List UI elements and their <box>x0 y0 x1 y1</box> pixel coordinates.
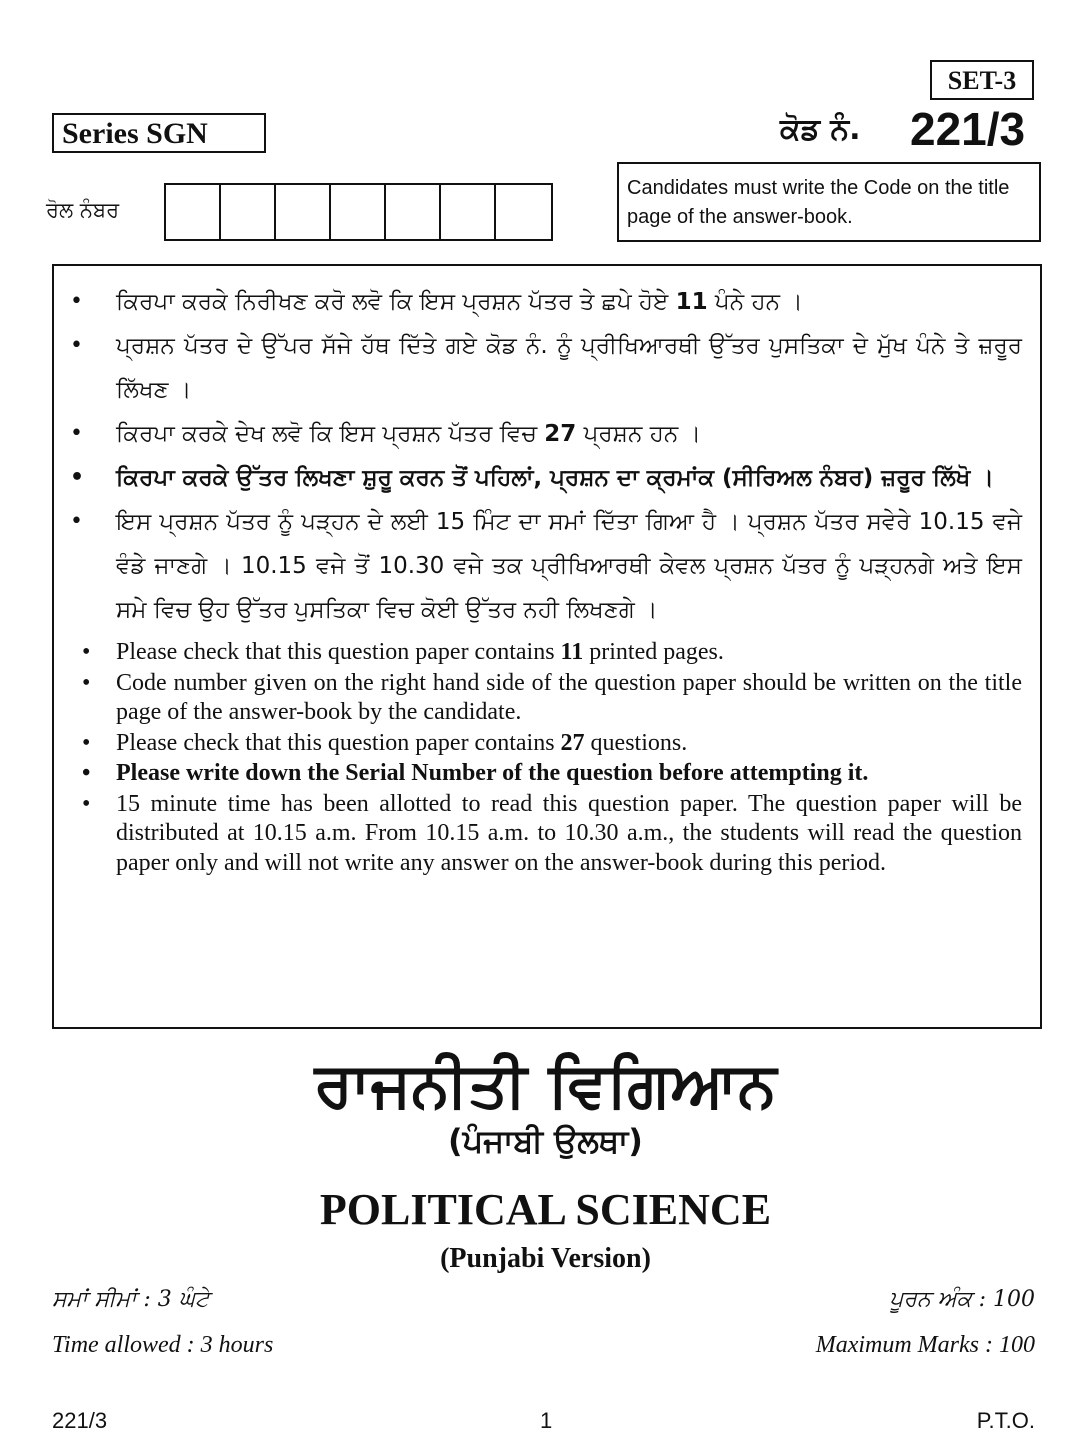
instruction-item: • ਕਿਰਪਾ ਕਰਕੇ ਉੱਤਰ ਲਿਖਣਾ ਸ਼ੁਰੂ ਕਰਨ ਤੋਂ ਪਹਿਲਾਂ, ਪ੍ਰਸ਼ਨ ਦਾ ਕ੍ਰਮਾਂਕ (ਸੀਰਿਅਲ ਨੰਬਰ) ਜ਼ਰੂਰ ਲਿੱਖੋ । <box>54 456 1022 500</box>
pto-label: P.T.O. <box>976 1408 1035 1433</box>
roll-number-cell <box>386 185 441 239</box>
version-punjabi: (ਪੰਜਾਬੀ ਉਲਥਾ) <box>448 1122 643 1160</box>
instruction-item: • Please write down the Serial Number of the question before attempting it. <box>54 759 1022 789</box>
footer-code: 221/3 <box>52 1408 108 1433</box>
instruction-item: • ਪ੍ਰਸ਼ਨ ਪੱਤਰ ਦੇ ਉੱਪਰ ਸੱਜੇ ਹੱਥ ਦਿੱਤੇ ਗਏ ਕੋਡ ਨੰ. ਨੂੰ ਪ੍ਰੀਖਿਆਰਥੀ ਉੱਤਰ ਪੁਸਤਿਕਾ ਦੇ ਮੁੱਖ ਪੰਨੇ ਤੇ ਜ਼ਰੂਰ ਲਿੱਖਣ । <box>54 324 1022 412</box>
roll-number-grid <box>164 183 553 241</box>
version-english: (Punjabi Version) <box>440 1243 651 1274</box>
instruction-item: • ਕਿਰਪਾ ਕਰਕੇ ਦੇਖ ਲਵੋ ਕਿ ਇਸ ਪ੍ਰਸ਼ਨ ਪੱਤਰ ਵਿਚ 27 ਪ੍ਰਸ਼ਨ ਹਨ । <box>54 412 1022 456</box>
instruction-item: • Please check that this question paper contains 11 printed pages. <box>54 638 1022 668</box>
instruction-item: • ਇਸ ਪ੍ਰਸ਼ਨ ਪੱਤਰ ਨੂੰ ਪੜ੍ਹਨ ਦੇ ਲਈ 15 ਮਿੰਟ ਦਾ ਸਮਾਂ ਦਿੱਤਾ ਗਿਆ ਹੈ । ਪ੍ਰਸ਼ਨ ਪੱਤਰ ਸਵੇਰੇ 10.15 ਵਜੇ ਵੰਡੇ ਜਾਣਗੇ । 10.15 ਵਜੇ ਤੋਂ 10.30 ਵਜੇ ਤਕ ਪ੍ਰੀਖਿਆਰਥੀ ਕੇਵਲ ਪ੍ਰਸ਼ਨ ਪੱਤਰ ਨੂੰ ਪੜ੍ਹਨਗੇ ਅਤੇ ਇਸ ਸਮੇ ਵਿਚ ਉਹ ਉੱਤਰ ਪੁਸਤਿਕਾ ਵਿਚ ਕੋਈ ਉੱਤਰ ਨਹੀ ਲਿਖਣਗੇ । <box>54 500 1022 632</box>
roll-number-label: ਰੋਲ ਨੰਬਰ <box>46 198 120 222</box>
roll-number-cell <box>221 185 276 239</box>
instruction-item: • Code number given on the right hand side of the question paper should be written on the title page of the answer-book by the candidate. <box>54 669 1022 728</box>
time-allowed-english: Time allowed : 3 hours <box>52 1332 274 1358</box>
candidate-note: Candidates must write the Code on the title page of the answer-book. <box>617 162 1041 242</box>
roll-number-cell <box>276 185 331 239</box>
roll-number-cell <box>331 185 386 239</box>
roll-number-cell <box>441 185 496 239</box>
code-label: ਕੋਡ ਨੰ. <box>780 112 861 147</box>
instructions-box <box>52 264 1042 1029</box>
max-marks-punjabi: ਪੂਰਨ ਅੰਕ : 100 <box>889 1287 1035 1312</box>
max-marks-english: Maximum Marks : 100 <box>815 1332 1035 1358</box>
code-value: 221/3 <box>910 103 1026 155</box>
instruction-item: • Please check that this question paper contains 27 questions. <box>54 729 1022 759</box>
instruction-item: • ਕਿਰਪਾ ਕਰਕੇ ਨਿਰੀਖਣ ਕਰੋ ਲਵੋ ਕਿ ਇਸ ਪ੍ਰਸ਼ਨ ਪੱਤਰ ਤੇ ਛਪੇ ਹੋਏ 11 ਪੰਨੇ ਹਨ । <box>54 280 1022 324</box>
instructions-punjabi <box>54 280 1022 632</box>
roll-number-cell <box>496 185 551 239</box>
subject-title-punjabi: ਰਾਜਨੀਤੀ ਵਿਗਿਆਨ <box>314 1048 777 1121</box>
series-label: Series SGN <box>52 113 266 153</box>
roll-number-cell <box>166 185 221 239</box>
time-allowed-punjabi: ਸਮਾਂ ਸੀਮਾਂ : 3 ਘੰਟੇ <box>52 1287 210 1312</box>
page-number: 1 <box>540 1408 553 1433</box>
set-label: SET-3 <box>930 60 1034 100</box>
instruction-item: • 15 minute time has been allotted to read this question paper. The question paper will be distributed at 10.15 a.m. From 10.15 a.m. to 10.30 a.m., the students will read the question paper only and will not write any answer on the answer-book during this period. <box>54 790 1022 879</box>
subject-title-english: POLITICAL SCIENCE <box>319 1185 772 1234</box>
instructions-english <box>54 638 1022 878</box>
